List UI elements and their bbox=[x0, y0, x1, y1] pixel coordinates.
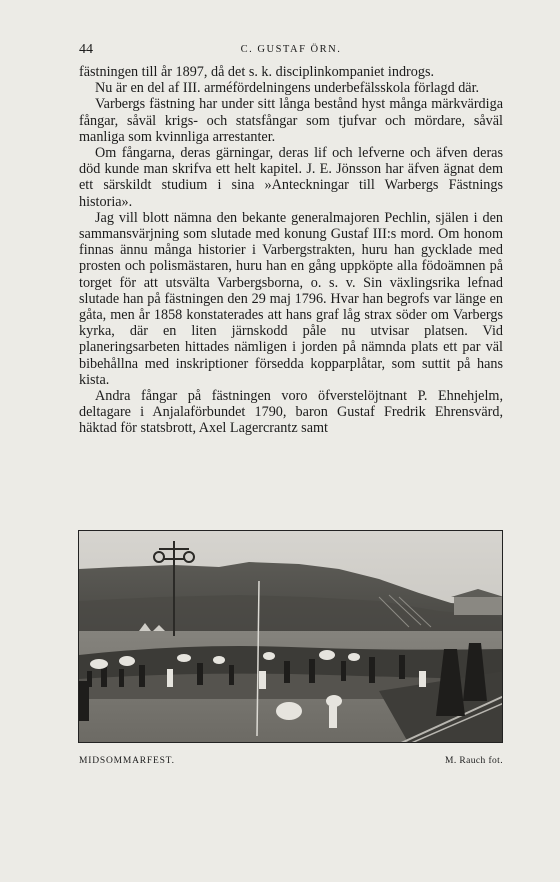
paragraph: fästningen till år 1897, då det s. k. disciplinkompaniet indrogs. bbox=[79, 64, 435, 80]
paragraph: Andra fångar på fästningen voro öfverstelöjtnant P. Ehnehjelm, deltagare i Anjalaförbundet 1790, baron Gustaf Fredrik Ehrensvärd, häktad för statsbrott, Axel Lagercrantz samt bbox=[79, 388, 503, 437]
page-header bbox=[79, 42, 503, 58]
paragraph: Varbergs fästning har under sitt långa bestånd hyst många märkvärdiga fångar, såväl krigs- och statsfångar som tjufvar och mördare, såväl manliga som kvinnliga arrestanter. bbox=[79, 96, 503, 145]
caption-title: MIDSOMMARFEST. bbox=[79, 756, 175, 766]
body-text bbox=[79, 64, 503, 437]
midsummer-photo bbox=[78, 530, 503, 743]
paragraph: Jag vill blott nämna den bekante generalmajoren Pechlin, själen i den sammansvärjning som slutade med konung Gustaf III:s mord. Om honom finnas ännu många historier i Varbergstrakten, huru han gycklade med prosten och polismästaren, huru han en gång uppköpte alla födoämnen på torget för att utsvälta Varbergsborna, o. s. v. Sin växlingsrika lefnad slutade han på fästningen den 29 maj 1796. Hvar han begrofs var länge en gåta, men år 1858 konstaterades att hans graf låg strax söder om Varbergs kyrka, där en liten järnskodd påle nu utvisar platsen. Vid planeringsarbeten hittades nämligen i jorden på nämnda plats ett par väl bibehållna med inskriptioner försedda kopparplåtar, som suttit på hans kista. bbox=[79, 209, 503, 388]
paragraph: Om fångarna, deras gärningar, deras lif och lefverne och äfven deras död kunde man skrifva ett helt kapitel. J. E. Jönsson har äfven ägnat dem ett särskildt studium i sina »Anteckningar till Warbergs Fästnings historia». bbox=[79, 145, 503, 210]
paragraph: Nu är en del af III. arméfördelningens underbefälsskola förlagd där. bbox=[95, 80, 480, 97]
running-head: C. GUSTAF ÖRN. bbox=[240, 44, 342, 55]
photo-credit: M. Rauch fot. bbox=[445, 756, 503, 766]
page-number: 44 bbox=[79, 42, 93, 57]
